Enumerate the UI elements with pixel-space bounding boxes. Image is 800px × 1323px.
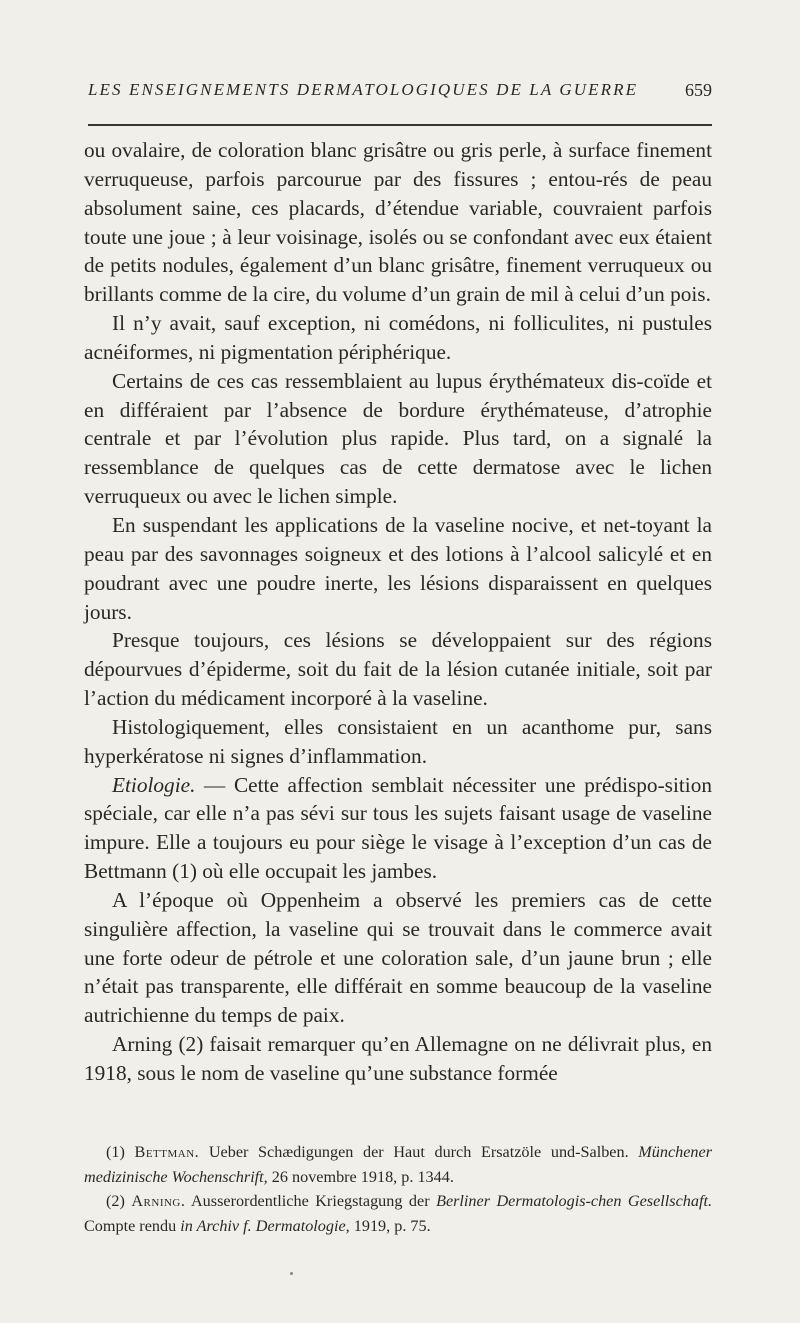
paper-speck <box>290 1272 293 1275</box>
footnote-2-text: Ausserordentliche Kriegstagung der <box>185 1192 437 1210</box>
rubric-title: Etiologie. <box>112 772 196 797</box>
footnote-1-rest: 26 novembre 1918, p. 1344. <box>267 1167 454 1186</box>
paragraph-etiologie <box>84 771 712 886</box>
paragraph-8: A l’époque où Oppenheim a observé les premiers cas de cette singulière affection, la vaseline qui se trouvait dans le commerce avait une forte odeur de pétrole et une coloration sale, d’un jaune brun ; elle n’était pas transparente, elle différait en somme beaucoup de la vaseline autrichienne du temps de paix. <box>84 887 712 1028</box>
body-text <box>84 136 712 1088</box>
footnote-1-journal: Münchener medizinische Wochenschrift, <box>84 1143 712 1186</box>
footnote-2-mid: Compte rendu <box>84 1216 181 1235</box>
footnote-1-author: Bettman. <box>134 1143 200 1161</box>
footnote-2 <box>84 1189 712 1238</box>
footnote-2-journal: Berliner Dermatologis-chen Gesellschaft. <box>436 1192 712 1210</box>
footnotes <box>84 1140 712 1238</box>
header-rule <box>88 124 712 126</box>
footnote-2-marker: (2) <box>106 1192 125 1210</box>
paragraph-4: En suspendant les applications de la vaseline nocive, et net-toyant la peau par des savonnages soigneux et des lotions à l’alcool salicylé et en poudrant avec une poudre inerte, les lésions disparaissent en quelques jours. <box>84 512 712 624</box>
page-number: 659 <box>685 80 712 100</box>
footnote-2-rest: 1919, p. 75. <box>349 1216 431 1235</box>
running-title: LES ENSEIGNEMENTS DERMATOLOGIQUES DE LA GUERRE <box>88 80 639 99</box>
paragraph-2: Il n’y avait, sauf exception, ni comédons, ni folliculites, ni pustules acnéiformes, ni pigmentation périphérique. <box>84 311 712 364</box>
footnote-2-journal2: in Archiv f. Dermatologie, <box>180 1216 350 1235</box>
running-head <box>88 80 712 114</box>
footnote-1-text: Ueber Schædigungen der Haut durch Ersatzöle und-Salben. <box>199 1143 639 1161</box>
paragraph-3: Certains de ces cas ressemblaient au lupus érythémateux dis-coïde et en différaient par l’absence de bordure érythémateuse, d’atrophie centrale et par l’évolution plus rapide. Plus tard, on a signalé la ressemblance de quelques cas de cette dermatose avec le lichen verruqueux ou avec le lichen simple. <box>84 368 712 509</box>
paragraph-5: Presque toujours, ces lésions se développaient sur des régions dépourvues d’épiderme, soit du fait de la lésion cutanée initiale, soit par l’action du médicament incorporé à la vaseline. <box>84 628 712 711</box>
footnote-1 <box>84 1140 712 1189</box>
footnote-1-marker: (1) <box>106 1143 125 1161</box>
paragraph-9: Arning (2) faisait remarquer qu’en Allemagne on ne délivrait plus, en 1918, sous le nom de vaseline qu’une substance formée <box>84 1032 712 1085</box>
footnote-2-author: Arning. <box>131 1192 186 1210</box>
paragraph-1: ou ovalaire, de coloration blanc grisâtre ou gris perle, à surface finement verruqueuse, parfois parcourue par des fissures ; entou-rés de peau absolument saine, ces placards, d’étendue variable, couvraient parfois toute une joue ; à leur voisinage, isolés ou se confondant avec eux étaient de petits nodules, également d’un blanc grisâtre, finement verruqueux ou brillants comme de la cire, du volume d’un grain de mil à celui d’un pois. <box>84 138 712 307</box>
paragraph-6: Histologiquement, elles consistaient en un acanthome pur, sans hyperkératose ni signes d’inflammation. <box>84 714 712 768</box>
paragraph-7-text: — Cette affection semblait nécessiter une prédispo-sition spéciale, car elle n’a pas sévi sur tous les sujets faisant usage de vaseline impure. Elle a toujours eu pour siège le visage à l’exception d’un cas de Bettmann (1) où elle occupait les jambes. <box>84 772 712 884</box>
